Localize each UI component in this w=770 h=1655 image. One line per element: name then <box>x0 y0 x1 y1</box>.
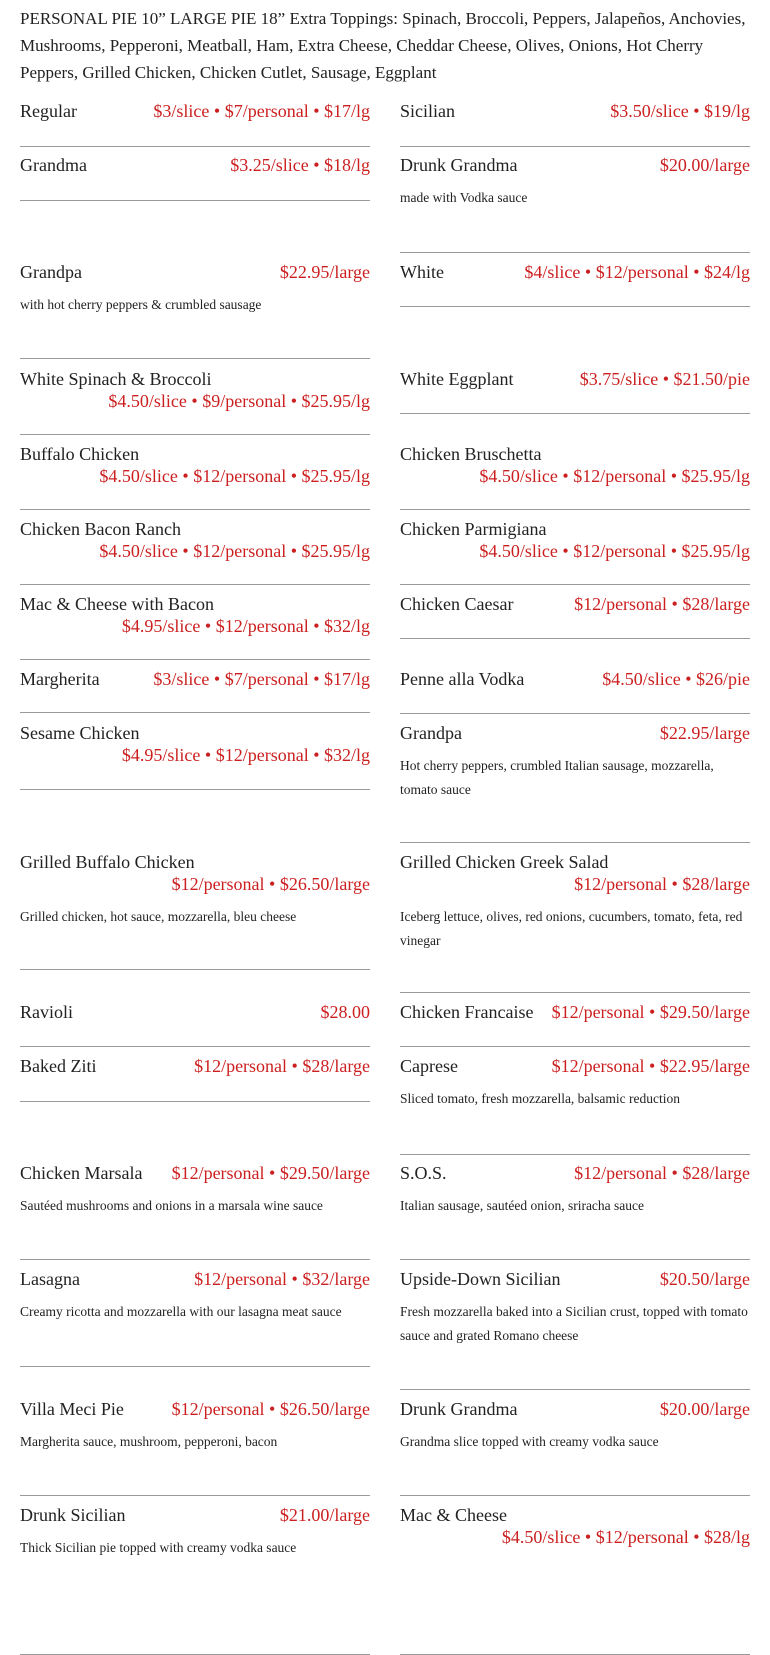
menu-item <box>20 851 370 970</box>
menu-item-name: Regular <box>20 101 77 121</box>
menu-item-name: S.O.S. <box>400 1163 447 1183</box>
menu-item-price: $12/personal • $29.50/large <box>551 1002 750 1022</box>
menu-item <box>400 851 750 993</box>
menu-item-name: White Eggplant <box>400 369 514 389</box>
menu-item-name: Penne alla Vodka <box>400 669 525 689</box>
menu-item-name: Grilled Chicken Greek Salad <box>400 852 609 872</box>
menu-item-price: $4.50/slice • $12/personal • $25.95/lg <box>99 541 370 561</box>
menu-item-description: Fresh mozzarella baked into a Sicilian crust, topped with tomato sauce and grated Romano cheese <box>400 1304 748 1343</box>
menu-item <box>20 1504 370 1655</box>
menu-item-price: $4/slice • $12/personal • $24/lg <box>524 262 750 282</box>
menu-item-name: Margherita <box>20 669 100 689</box>
menu-item-name: White <box>400 262 444 282</box>
menu-item-name: Grandpa <box>400 723 462 743</box>
menu-item-name: Drunk Sicilian <box>20 1505 126 1525</box>
menu-item-name: Caprese <box>400 1056 458 1076</box>
menu-item <box>400 154 750 253</box>
menu-item-price: $12/personal • $29.50/large <box>171 1163 370 1183</box>
menu-item <box>20 154 370 201</box>
menu-item <box>400 668 750 714</box>
menu-item-price: $21.00/large <box>279 1505 370 1525</box>
menu-column-left <box>20 101 370 1655</box>
menu-item-price: $4.50/slice • $26/pie <box>602 669 750 689</box>
menu-item-name: Chicken Marsala <box>20 1163 143 1183</box>
menu-item-name: Grandma <box>20 155 87 175</box>
menu-item-name: White Spinach & Broccoli <box>20 369 212 389</box>
menu-item <box>400 261 750 307</box>
menu-item <box>20 518 370 585</box>
menu-item <box>400 1398 750 1496</box>
menu-item-description: Hot cherry peppers, crumbled Italian sausage, mozzarella, tomato sauce <box>400 758 714 797</box>
menu-item-name: Villa Meci Pie <box>20 1399 124 1419</box>
menu-item-description: Sautéed mushrooms and onions in a marsala wine sauce <box>20 1198 323 1213</box>
menu-item-name: Chicken Francaise <box>400 1002 534 1022</box>
menu-item <box>20 261 370 359</box>
menu-item-name: Sicilian <box>400 101 455 121</box>
menu-item-price: $22.95/large <box>659 723 750 743</box>
menu-item-name: Sesame Chicken <box>20 723 140 743</box>
menu-item-name: Chicken Caesar <box>400 594 514 614</box>
menu-item-price: $12/personal • $28/large <box>574 1163 750 1183</box>
menu-item <box>20 443 370 510</box>
menu-item <box>400 722 750 843</box>
menu-item-description: Sliced tomato, fresh mozzarella, balsamic reduction <box>400 1091 681 1106</box>
menu-item-price: $4.50/slice • $12/personal • $28/lg <box>501 1527 750 1547</box>
menu-item-price: $3.25/slice • $18/lg <box>230 155 370 175</box>
menu-item-name: Mac & Cheese <box>400 1505 507 1525</box>
menu-item <box>400 518 750 585</box>
menu-item <box>400 1001 750 1047</box>
menu-item <box>20 368 370 435</box>
menu-item-price: $20.50/large <box>659 1269 750 1289</box>
menu-item <box>20 1001 370 1047</box>
menu-item-price: $12/personal • $22.95/large <box>551 1056 750 1076</box>
menu-item-price: $12/personal • $28/large <box>574 874 750 894</box>
menu-item <box>20 1268 370 1367</box>
menu-item-name: Chicken Bruschetta <box>400 444 542 464</box>
menu-item <box>20 1398 370 1496</box>
menu-item-description: Thick Sicilian pie topped with creamy vodka sauce <box>20 1540 297 1555</box>
menu-item-price: $3/slice • $7/personal • $17/lg <box>153 669 370 689</box>
menu-item-description: Margherita sauce, mushroom, pepperoni, bacon <box>20 1434 278 1449</box>
menu-item-description: made with Vodka sauce <box>400 190 528 205</box>
menu-item-price: $12/personal • $28/large <box>574 594 750 614</box>
menu-item-price: $12/personal • $26.50/large <box>171 1399 370 1419</box>
menu-item-name: Ravioli <box>20 1002 73 1022</box>
menu-item-name: Buffalo Chicken <box>20 444 140 464</box>
menu-item-price: $3.75/slice • $21.50/pie <box>579 369 750 389</box>
menu-item <box>20 1055 370 1102</box>
menu-item-description: Italian sausage, sautéed onion, sriracha sauce <box>400 1198 645 1213</box>
menu-item <box>20 668 370 713</box>
menu-item-description: Grandma slice topped with creamy vodka sauce <box>400 1434 659 1449</box>
menu-item-description: Creamy ricotta and mozzarella with our lasagna meat sauce <box>20 1304 342 1319</box>
menu-item <box>20 722 370 790</box>
menu-item <box>400 1268 750 1390</box>
menu-item-price: $4.50/slice • $9/personal • $25.95/lg <box>108 391 370 411</box>
menu-item-name: Drunk Grandma <box>400 155 518 175</box>
menu-item <box>400 593 750 639</box>
menu-column-right <box>400 101 750 1655</box>
menu-item <box>20 593 370 660</box>
menu-item-price: $4.50/slice • $12/personal • $25.95/lg <box>479 541 750 561</box>
menu-item-price: $12/personal • $28/large <box>194 1056 370 1076</box>
menu-item-name: Grilled Buffalo Chicken <box>20 852 195 872</box>
toppings-intro: PERSONAL PIE 10” LARGE PIE 18” Extra Toppings: Spinach, Broccoli, Peppers, Jalapeños, Anchovies, Mushrooms, Pepperoni, Meatball, Ham, Extra Cheese, Cheddar Cheese, Olives, Onions, Hot Cherry Peppers, Grilled Chicken, Chicken Cutlet, Sausage, Eggplant <box>20 9 746 82</box>
menu-item-price: $28.00 <box>320 1002 370 1022</box>
menu-item-price: $22.95/large <box>279 262 370 282</box>
menu-item <box>20 100 370 147</box>
menu-item-name: Chicken Bacon Ranch <box>20 519 181 539</box>
menu-item-price: $4.95/slice • $12/personal • $32/lg <box>121 745 370 765</box>
menu-item <box>400 368 750 414</box>
menu-item-name: Grandpa <box>20 262 82 282</box>
menu-item-price: $12/personal • $32/large <box>194 1269 370 1289</box>
menu-item-price: $3/slice • $7/personal • $17/lg <box>153 101 370 121</box>
menu-item-name: Baked Ziti <box>20 1056 97 1076</box>
menu-item-price: $4.95/slice • $12/personal • $32/lg <box>121 616 370 636</box>
menu-item-price: $3.50/slice • $19/lg <box>610 101 750 121</box>
menu-item <box>400 1055 750 1155</box>
menu-item-description: with hot cherry peppers & crumbled sausage <box>20 297 262 312</box>
menu-item-name: Drunk Grandma <box>400 1399 518 1419</box>
menu-item-name: Upside-Down Sicilian <box>400 1269 561 1289</box>
menu-item-price: $12/personal • $26.50/large <box>171 874 370 894</box>
menu-item-price: $4.50/slice • $12/personal • $25.95/lg <box>99 466 370 486</box>
menu-item-name: Mac & Cheese with Bacon <box>20 594 214 614</box>
menu-item <box>20 1162 370 1260</box>
menu-item <box>400 100 750 147</box>
menu-item-name: Lasagna <box>20 1269 80 1289</box>
menu-item-price: $4.50/slice • $12/personal • $25.95/lg <box>479 466 750 486</box>
menu-item-description: Grilled chicken, hot sauce, mozzarella, bleu cheese <box>20 909 297 924</box>
menu-item-description: Iceberg lettuce, olives, red onions, cucumbers, tomato, feta, red vinegar <box>400 909 743 948</box>
menu-item-name: Chicken Parmigiana <box>400 519 547 539</box>
menu-item-price: $20.00/large <box>659 155 750 175</box>
menu-item-price: $20.00/large <box>659 1399 750 1419</box>
menu-item <box>400 1162 750 1260</box>
menu-item <box>400 1504 750 1655</box>
menu-item <box>400 443 750 510</box>
